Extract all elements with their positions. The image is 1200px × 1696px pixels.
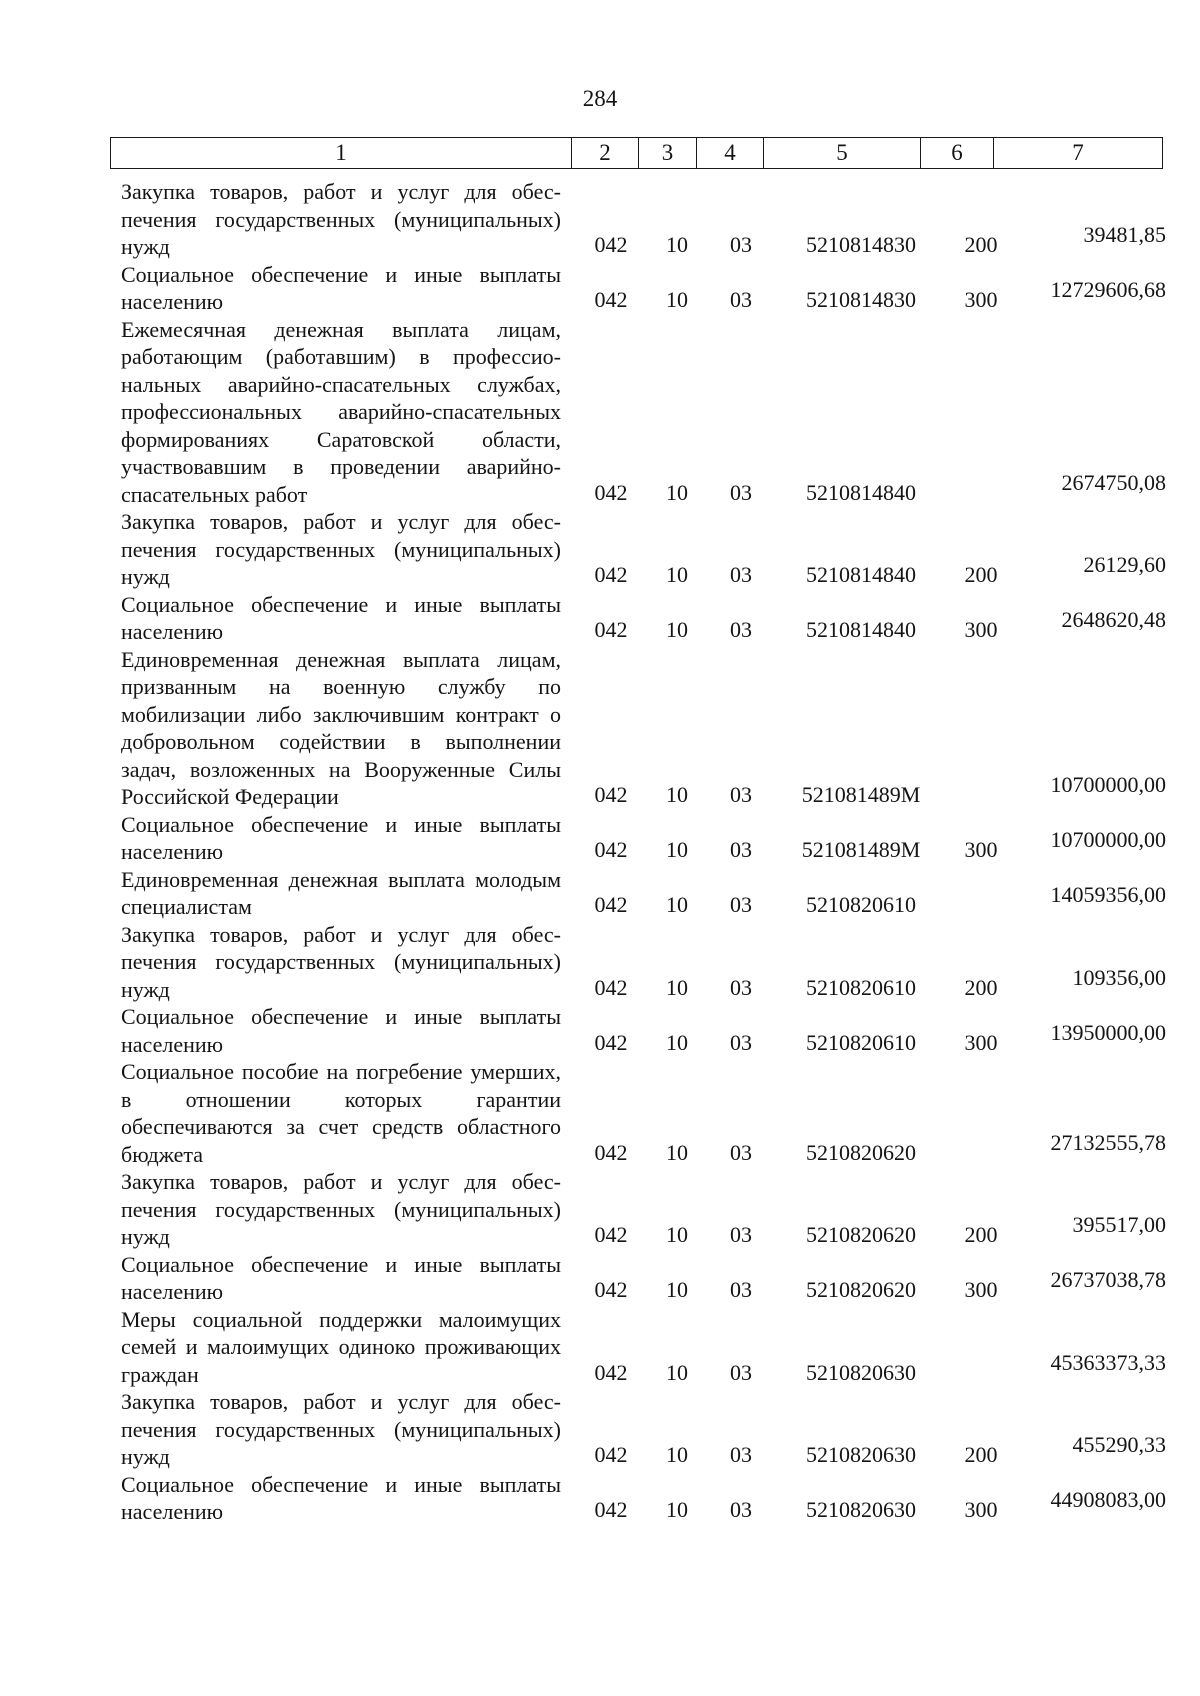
row-col-5: 521081489М — [801, 837, 921, 862]
row-col-4: 03 — [730, 479, 752, 505]
row-col-3: 10 — [666, 837, 688, 862]
row-col-2: 042 — [594, 1277, 628, 1302]
row-col-4: 03 — [730, 287, 752, 312]
table-row — [121, 508, 1171, 591]
row-col-4: 03 — [730, 562, 752, 587]
row-description: Ежемесячная денежная выплата лицам, работающим (работавшим) в профессиональных аварийно-спасательных службах, профессиональных аварийно-спасательных формированиях Саратовской области, участвовавшим в проведении аварийно-спасательных работ — [121, 316, 561, 507]
row-col-5: 5210820610 — [806, 974, 916, 1000]
row-col-2: 042 — [594, 892, 628, 917]
table-row — [121, 811, 1171, 866]
row-col-3: 10 — [666, 287, 688, 312]
row-col-3: 10 — [666, 1222, 688, 1247]
row-col-2: 042 — [594, 1029, 628, 1055]
row-col-6: 300 — [964, 1497, 998, 1522]
row-col-3: 10 — [666, 232, 688, 257]
row-col-2: 042 — [594, 1497, 628, 1522]
row-col-2: 042 — [594, 1359, 628, 1385]
row-col-5: 5210820620 — [806, 1222, 916, 1247]
table-row — [121, 1058, 1171, 1168]
row-description: Социальное обеспечение и иные выплаты населению — [121, 811, 561, 864]
column-header-2: 2 — [572, 138, 639, 169]
row-col-3: 10 — [666, 1029, 688, 1055]
column-header-3: 3 — [639, 138, 697, 169]
row-col-6: 300 — [964, 1277, 998, 1302]
column-header-4: 4 — [697, 138, 764, 169]
row-col-4: 03 — [730, 1277, 752, 1302]
table-row — [121, 1388, 1171, 1471]
row-description: Меры социальной поддержки малоимущих семей и малоимущих одиноко проживающих граждан — [121, 1306, 561, 1387]
row-col-7: 26737038,78 — [1050, 1267, 1166, 1292]
row-col-6: 200 — [964, 1222, 998, 1247]
table-row — [121, 1003, 1171, 1058]
row-col-3: 10 — [666, 479, 688, 505]
row-col-4: 03 — [730, 232, 752, 257]
row-col-2: 042 — [594, 287, 628, 312]
row-col-3: 10 — [666, 892, 688, 917]
row-col-3: 10 — [666, 1359, 688, 1385]
row-col-7: 12729606,68 — [1050, 277, 1166, 302]
row-col-4: 03 — [730, 974, 752, 1000]
row-description: Закупка товаров, работ и услуг для обеспечения государственных (муниципальных) нужд — [121, 921, 561, 1002]
row-col-6: 200 — [964, 974, 998, 1000]
row-col-4: 03 — [730, 1359, 752, 1385]
row-col-2: 042 — [594, 782, 628, 807]
row-description: Социальное обеспечение и иные выплаты населению — [121, 1251, 561, 1304]
row-col-2: 042 — [594, 1442, 628, 1467]
row-col-5: 5210820630 — [806, 1497, 916, 1522]
table-row — [121, 178, 1171, 261]
row-col-7: 27132555,78 — [1050, 1129, 1166, 1155]
table-row — [121, 591, 1171, 646]
row-col-3: 10 — [666, 1139, 688, 1165]
row-col-6: 300 — [964, 1029, 998, 1055]
row-col-6: 300 — [964, 617, 998, 642]
row-description: Социальное обеспечение и иные выплаты населению — [121, 591, 561, 644]
row-col-5: 5210820610 — [806, 1029, 916, 1055]
table-row — [121, 261, 1171, 316]
row-description: Социальное обеспечение и иные выплаты населению — [121, 1004, 561, 1057]
row-col-2: 042 — [594, 617, 628, 642]
row-col-3: 10 — [666, 782, 688, 807]
row-col-4: 03 — [730, 1139, 752, 1165]
row-col-7: 455290,33 — [1072, 1432, 1166, 1457]
row-col-4: 03 — [730, 892, 752, 917]
row-description: Единовременная денежная выплата лицам, призванным на военную службу по мобилизации либо заключившим контракт о добровольном содействии в выполнении задач, возложенных на Вооруженные Силы Российской Федерации — [121, 646, 561, 809]
table-row — [121, 921, 1171, 1004]
row-col-5: 5210820610 — [806, 892, 916, 917]
row-col-6: 300 — [964, 287, 998, 312]
column-header-1: 1 — [111, 138, 572, 169]
row-col-5: 5210814840 — [806, 562, 916, 587]
row-col-2: 042 — [594, 1139, 628, 1165]
row-col-6: 200 — [964, 1442, 998, 1467]
row-col-6: 300 — [964, 837, 998, 862]
column-header-5: 5 — [764, 138, 921, 169]
column-header-7: 7 — [994, 138, 1163, 169]
row-col-4: 03 — [730, 1222, 752, 1247]
row-col-4: 03 — [730, 1497, 752, 1522]
row-col-7: 45363373,33 — [1050, 1349, 1166, 1375]
row-col-7: 39481,85 — [1083, 222, 1166, 247]
table-row — [121, 1168, 1171, 1251]
row-col-4: 03 — [730, 617, 752, 642]
row-col-6: 200 — [964, 232, 998, 257]
row-col-5: 5210814830 — [806, 287, 916, 312]
row-col-4: 03 — [730, 837, 752, 862]
row-col-7: 26129,60 — [1083, 552, 1166, 577]
row-col-2: 042 — [594, 974, 628, 1000]
row-col-4: 03 — [730, 1442, 752, 1467]
row-col-7: 395517,00 — [1072, 1212, 1166, 1237]
row-description: Социальное обеспечение и иные выплаты населению — [121, 1471, 561, 1524]
row-col-3: 10 — [666, 1497, 688, 1522]
row-col-4: 03 — [730, 1029, 752, 1055]
row-col-5: 5210820620 — [806, 1277, 916, 1302]
row-col-5: 5210814840 — [806, 617, 916, 642]
row-description: Социальное пособие на погребение умерших, в отношении которых гарантии обеспечиваются за счет средств областного бюджета — [121, 1059, 561, 1167]
table-row — [121, 1306, 1171, 1389]
row-col-7: 14059356,00 — [1050, 882, 1166, 907]
table-row — [121, 646, 1171, 811]
row-col-2: 042 — [594, 479, 628, 505]
row-col-5: 5210820620 — [806, 1139, 916, 1165]
row-col-7: 10700000,00 — [1050, 827, 1166, 852]
row-col-3: 10 — [666, 974, 688, 1000]
column-header-table — [110, 137, 1163, 169]
row-description: Единовременная денежная выплата молодым специалистам — [121, 866, 561, 919]
row-col-7: 44908083,00 — [1050, 1487, 1166, 1512]
row-col-7: 2648620,48 — [1061, 607, 1166, 632]
row-description: Закупка товаров, работ и услуг для обеспечения государственных (муниципальных) нужд — [121, 179, 561, 259]
row-col-2: 042 — [594, 837, 628, 862]
row-col-7: 13950000,00 — [1050, 1019, 1166, 1045]
row-col-3: 10 — [666, 562, 688, 587]
row-description: Социальное обеспечение и иные выплаты населению — [121, 261, 561, 314]
table-row — [121, 316, 1171, 509]
row-col-7: 109356,00 — [1072, 964, 1166, 990]
row-col-5: 5210814830 — [806, 232, 916, 257]
row-col-5: 521081489М — [801, 782, 921, 807]
page-number: 284 — [582, 86, 618, 111]
row-col-3: 10 — [666, 617, 688, 642]
row-description: Закупка товаров, работ и услуг для обеспечения государственных (муниципальных) нужд — [121, 1389, 561, 1469]
table-row — [121, 1471, 1171, 1526]
row-col-3: 10 — [666, 1277, 688, 1302]
row-description: Закупка товаров, работ и услуг для обеспечения государственных (муниципальных) нужд — [121, 509, 561, 589]
row-col-7: 10700000,00 — [1050, 772, 1166, 797]
row-col-5: 5210814840 — [806, 479, 916, 505]
budget-rows — [121, 178, 1171, 1526]
row-col-3: 10 — [666, 1442, 688, 1467]
row-col-2: 042 — [594, 232, 628, 257]
table-row — [121, 1251, 1171, 1306]
row-col-7: 2674750,08 — [1061, 469, 1166, 495]
row-col-6: 200 — [964, 562, 998, 587]
table-row — [121, 866, 1171, 921]
row-col-5: 5210820630 — [806, 1442, 916, 1467]
row-col-2: 042 — [594, 1222, 628, 1247]
row-col-4: 03 — [730, 782, 752, 807]
row-description: Закупка товаров, работ и услуг для обеспечения государственных (муниципальных) нужд — [121, 1169, 561, 1249]
row-col-2: 042 — [594, 562, 628, 587]
row-col-5: 5210820630 — [806, 1359, 916, 1385]
column-header-6: 6 — [921, 138, 994, 169]
